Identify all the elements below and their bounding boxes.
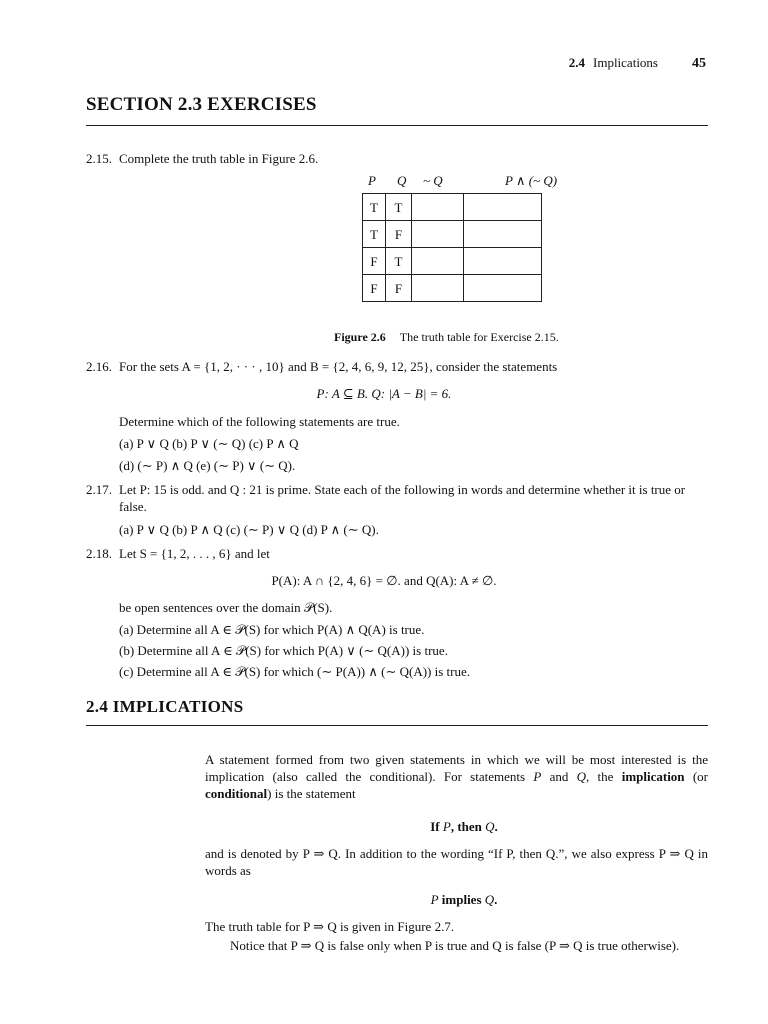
implications-heading: 2.4 IMPLICATIONS	[86, 697, 244, 716]
table-cell	[412, 248, 464, 275]
exercise-2-18-domain: be open sentences over the domain 𝒫(S).	[119, 600, 333, 615]
display-text: , then	[450, 819, 486, 834]
table-cell: F	[363, 275, 386, 302]
table-cell: F	[386, 275, 412, 302]
exercise-text-2-15: Complete the truth table in Figure 2.6.	[119, 151, 319, 166]
term-implication: implication	[621, 769, 685, 784]
table-row	[363, 248, 542, 275]
figure-caption	[334, 329, 559, 346]
table-cell: T	[363, 221, 386, 248]
table-cell: T	[386, 194, 412, 221]
implications-paragraph-2: and is denoted by P ⇒ Q. In addition to the wording “If P, then Q.”, we also express P ⇒ Q in words as	[205, 846, 708, 878]
exercise-2-18-display: P(A): A ∩ {2, 4, 6} = ∅. and Q(A): A ≠ ∅.	[271, 573, 497, 588]
implications-rule	[86, 725, 708, 726]
running-head-section: 2.4	[568, 55, 585, 70]
implications-paragraph-1	[205, 751, 708, 802]
table-cell: T	[363, 194, 386, 221]
header-p-and-not-q: P ∧ (~ Q)	[505, 173, 558, 188]
exercise-text-2-18: Let S = {1, 2, . . . , 6} and let	[119, 546, 270, 561]
term-conditional: conditional	[205, 786, 268, 801]
running-head	[569, 54, 706, 72]
table-row	[363, 194, 542, 221]
exercise-number-2-16: 2.16.	[86, 359, 112, 374]
exercise-number-2-18: 2.18.	[86, 546, 112, 561]
truth-table-header	[362, 172, 558, 190]
paragraph-text: A statement formed from two given statements in which we will be most interested is the implication (also called the conditional). For statements	[205, 752, 708, 784]
implications-paragraph-4: Notice that P ⇒ Q is false only when P is true and Q is false (P ⇒ Q is true otherwise).	[230, 938, 680, 953]
exercise-2-16-parts-2: (d) (∼ P) ∧ Q (e) (∼ P) ∨ (∼ Q).	[119, 458, 296, 473]
var-p: P	[430, 892, 439, 907]
header-q: Q	[397, 173, 407, 188]
display-text: .	[494, 892, 498, 907]
table-row	[363, 275, 542, 302]
figure-caption-text: The truth table for Exercise 2.15.	[399, 330, 559, 344]
paragraph-text: (or	[684, 769, 708, 784]
paragraph-text: and	[541, 769, 577, 784]
exercise-text-2-17: Let P: 15 is odd. and Q : 21 is prime. State each of the following in words and determine whether it is true or false.	[119, 482, 686, 514]
exercise-2-18-part-c: (c) Determine all A ∈ 𝒫(S) for which (∼ P(A)) ∧ (∼ Q(A)) is true.	[119, 664, 471, 679]
section-rule	[86, 125, 708, 126]
var-q: Q	[484, 892, 495, 907]
implications-paragraph-3: The truth table for P ⇒ Q is given in Figure 2.7.	[205, 919, 455, 934]
page-number: 45	[692, 56, 706, 71]
var-q: Q	[485, 819, 495, 834]
table-cell	[464, 275, 542, 302]
var-p: P	[533, 769, 542, 784]
table-cell	[412, 194, 464, 221]
var-p: P	[442, 819, 451, 834]
figure-label: Figure 2.6	[334, 330, 386, 344]
truth-table	[362, 193, 542, 302]
table-cell	[464, 221, 542, 248]
display-if-then	[80, 818, 768, 835]
var-q: Q	[576, 769, 587, 784]
paragraph-text: ) is the statement	[267, 786, 356, 801]
header-p: P	[368, 173, 376, 188]
table-cell	[464, 194, 542, 221]
section-heading: SECTION 2.3 EXERCISES	[86, 94, 317, 115]
display-text: implies	[438, 892, 485, 907]
exercise-number-2-17: 2.17.	[86, 482, 112, 497]
running-head-title: Implications	[593, 55, 658, 70]
exercise-2-16-parts-1: (a) P ∨ Q (b) P ∨ (∼ Q) (c) P ∧ Q	[119, 436, 299, 451]
table-row	[363, 221, 542, 248]
exercise-2-18-part-a: (a) Determine all A ∈ 𝒫(S) for which P(A) ∧ Q(A) is true.	[119, 622, 425, 637]
table-cell: F	[386, 221, 412, 248]
display-text: If	[430, 819, 443, 834]
display-text: .	[494, 819, 498, 834]
exercise-2-18-part-b: (b) Determine all A ∈ 𝒫(S) for which P(A) ∨ (∼ Q(A)) is true.	[119, 643, 448, 658]
table-cell	[464, 248, 542, 275]
table-cell	[412, 221, 464, 248]
exercise-number-2-15: 2.15.	[86, 151, 112, 166]
table-cell: F	[363, 248, 386, 275]
exercise-2-16-display: P: A ⊆ B. Q: |A − B| = 6.	[316, 386, 452, 401]
table-cell: T	[386, 248, 412, 275]
exercise-2-16-instruction: Determine which of the following statements are true.	[119, 414, 400, 429]
display-implies	[80, 891, 768, 908]
header-not-q: ~ Q	[423, 173, 443, 188]
exercise-text-2-16: For the sets A = {1, 2, · · · , 10} and B = {2, 4, 6, 9, 12, 25}, consider the statements	[119, 359, 558, 374]
paragraph-text: , the	[586, 769, 622, 784]
table-cell	[412, 275, 464, 302]
exercise-2-17-parts: (a) P ∨ Q (b) P ∧ Q (c) (∼ P) ∨ Q (d) P ∧ (∼ Q).	[119, 522, 379, 537]
